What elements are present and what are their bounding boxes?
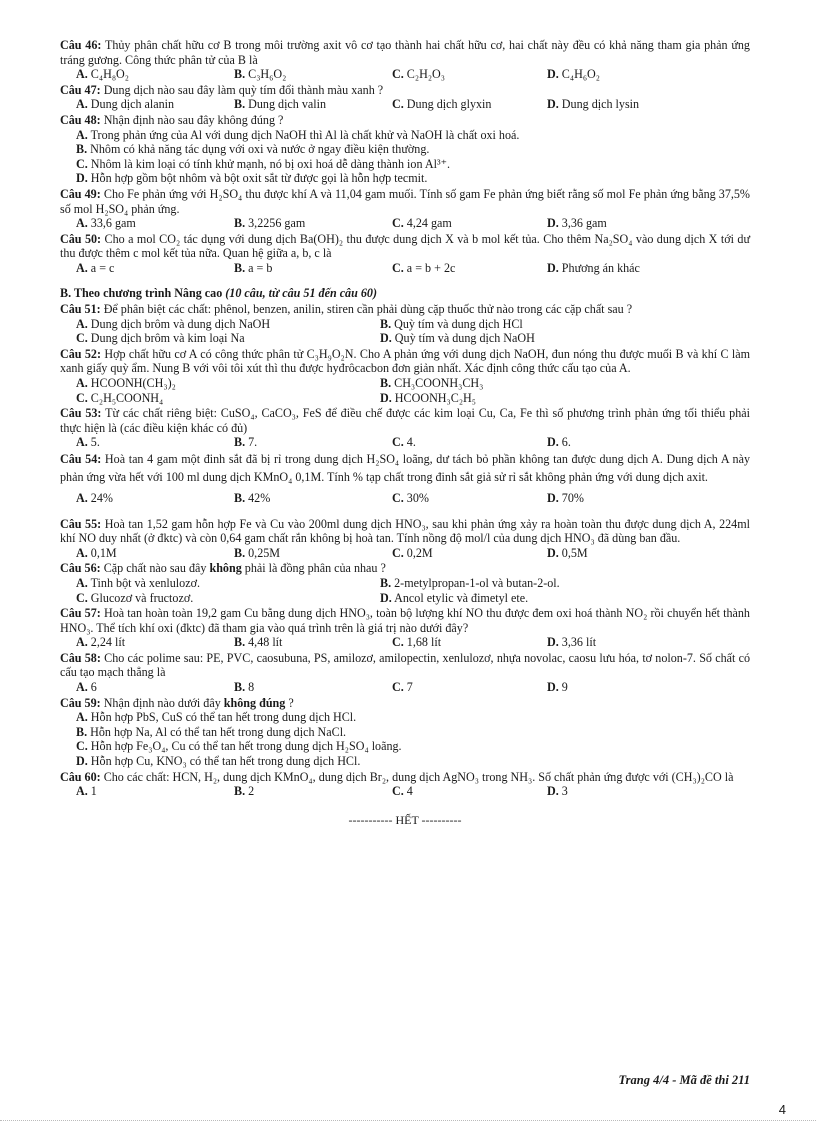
question-label: Câu 53: [60,406,102,421]
option-b: B. 4,48 lít [234,635,283,650]
option-b: B. 2-metylpropan-1-ol và butan-2-ol. [380,575,560,590]
option-d: D. Dung dịch lysin [547,97,640,112]
option-d: D. 9 [547,680,568,695]
option-b: B. 2 [234,784,255,799]
question-label: Câu 52: [60,346,101,361]
option-d: D. 3,36 gam [547,216,607,231]
question-52 [60,347,750,405]
option-a: A. a = c [76,260,115,275]
option-a: A. Trong phản ứng của Al với dung dịch NaOH thì Al là chất khử và NaOH là chất oxi hoá. [76,127,520,142]
question-text: Cho các polime sau: PE, PVC, caosubuna, PS, amilozơ, amilopectin, xenlulozơ, nhựa novolac, caosu lưu hóa, tơ nolon-7. Số chất có cấu tạo mạch thẳng là [60,650,751,680]
option-b: B. Quỳ tím và dung dịch HCl [380,316,523,331]
question-label: Câu 59: [60,695,101,710]
option-b: B. a = b [234,260,273,275]
question-text: Nhận định nào sau đây không đúng ? [103,112,284,127]
question-text: Hoà tan 1,52 gam hỗn hợp Fe và Cu vào 200ml dung dịch HNO₃, sau khi phản ứng xảy ra hoàn toàn thu được dung dịch A, 224ml khí NO duy nhất (ở đktc) và còn 0,64 gam chất rắn không bị hoà tan. Tính nồng độ mol/l của dung dịch HNO₃ đã dùng ban đầu. [60,516,750,546]
option-c: C. Dung dịch brôm và kim loại Na [76,331,245,346]
question-57 [60,606,750,650]
option-a: A. 2,24 lít [76,635,126,650]
option-c: C. Dung dịch glyxin [392,97,492,112]
question-text: Cho Fe phản ứng với H₂SO₄ thu được khí A và 11,04 gam muối. Tính số gam Fe phản ứng biết rằng số mol Fe phản ứng bằng 37,5% số mol H₂SO₄ phản ứng. [60,186,751,216]
question-label: Câu 60: [60,769,101,784]
option-c: C. 1,68 lít [392,635,442,650]
option-c: C. 0,2M [392,545,433,560]
option-a: A. HCOONH(CH₃)₂ [76,376,176,391]
option-a: A. C₄H₈O₂ [76,67,129,82]
question-text: Hoà tan 4 gam một đinh sắt đã bị rỉ trong dung dịch H₂SO₄ loãng, dư tách bỏ phần không tan được dung dịch A. Dung dịch A này phản ứng vừa hết với 100 ml dung dịch KMnO₄ 0,1M. Tính % tạp chất trong đinh sắt giả sử rỉ sắt không phản ứng với dung dịch axit. [60,452,750,484]
question-text: Cho a mol CO₂ tác dụng với dung dịch Ba(OH)₂ thu được dung dịch X và b mol kết tủa. Cho thêm Na₂SO₄ vào dung dịch X tới dư thu được thêm c mol kết tủa nữa. Quan hệ giữa a, b, c là [60,231,750,261]
question-60 [60,770,750,799]
question-53 [60,406,750,450]
option-a: A. 6 [76,680,97,695]
question-58 [60,651,750,695]
question-label: Câu 49: [60,186,101,201]
question-55 [60,517,750,561]
exam-page [60,38,750,827]
option-b: B. CH₃COONH₃CH₃ [380,376,484,391]
option-c: C. a = b + 2c [392,260,456,275]
question-label: Câu 58: [60,650,101,665]
option-a: A. 0,1M [76,545,117,560]
question-label: Câu 46: [60,38,102,52]
option-a: A. 5. [76,435,100,450]
option-c: C. 30% [392,491,429,506]
question-text: Hoà tan hoàn toàn 19,2 gam Cu bằng dung dịch HNO₃, toàn bộ lượng khí NO thu được đem oxi hoá thành NO₂ rồi chuyển hết thành HNO₃. Thể tích khí oxi (đktc) đã tham gia vào quá trình trên là giá trị nào dưới đây? [60,606,750,635]
question-text: Hợp chất hữu cơ A có công thức phân tử C₃H₉O₂N. Cho A phản ứng với dung dịch NaOH, đun nóng thu được muối B và khí C làm xanh giấy quỳ ẩm. Nung B với vôi tôi xút thì thu được hyđrôcacbon đơn giản nhất. Xác định công thức cấu tạo của A. [60,346,751,376]
option-c: C. C₂H₅COONH₄ [76,390,164,405]
question-text: Để phân biệt các chất: phênol, benzen, anilin, stiren cần phải dùng cặp thuốc thử nào trong các cặp chất sau ? [103,302,633,317]
question-51 [60,302,750,346]
option-d: D. Phương án khác [547,260,640,275]
question-label: Câu 51: [60,302,101,317]
question-47 [60,83,750,112]
option-d: D. 3,36 lít [547,635,597,650]
option-d: D. HCOONH₃C₂H₅ [380,390,476,405]
question-59: Câu 59: Nhận định nào dưới đây không đúng ? A. Hỗn hợp PbS, CuS có thể tan hết trong dung dịch HCl. B. Hỗn hợp Na, Al có thể tan hết trong dung dịch NaCl. C. Hỗn hợp Fe₃O₄, Cu có thể tan hết trong dung dịch H₂SO₄ loãng. D. Hỗn hợp Cu, KNO₃ có thể tan hết trong dung dịch HCl. [60,696,750,769]
option-d: D. Quỳ tím và dung dịch NaOH [380,331,535,346]
option-b: B. 7. [234,435,258,450]
option-d: D. 3 [547,784,568,799]
question-label: Câu 56: [60,561,101,576]
question-50 [60,232,750,276]
option-b: B. 0,25M [234,545,281,560]
option-b: B. 3,2256 gam [234,216,306,231]
option-c: C. Nhôm là kim loại có tính khử mạnh, nó bị oxi hoá dễ dàng thành ion Al³⁺. [76,156,450,171]
option-b: B. Dung dịch valin [234,97,327,112]
option-a: A. Tinh bột và xenlulozơ. [76,575,200,590]
option-c: C. 7 [392,680,413,695]
question-48 [60,113,750,186]
question-text: Từ các chất riêng biệt: CuSO₄, CaCO₃, FeS để điều chế được các kim loại Cu, Ca, Fe thì số phương trình phản ứng tối thiểu phải thực hiện là (các điều kiện khác có đủ) [60,406,751,435]
option-a: A. 33,6 gam [76,216,136,231]
option-c: C. Glucozơ và fructozơ. [76,590,194,605]
question-46 [60,38,750,82]
end-marker: ----------- HẾT ---------- [348,812,462,827]
page-number: 4 [778,1102,786,1117]
option-a: A. Dung dịch brôm và dung dịch NaOH [76,316,271,331]
section-heading: B. Theo chương trình Nâng cao (10 câu, từ câu 51 đến câu 60) [60,285,377,300]
question-56: Câu 56: Cặp chất nào sau đây không phải là đồng phân của nhau ? A. Tinh bột và xenlulozơ. B. 2-metylpropan-1-ol và butan-2-ol. C. Glucozơ và fructozơ. D. Ancol etylic và đimetyl ete. [60,561,750,605]
option-d: D. 0,5M [547,545,588,560]
option-b: B. 42% [234,491,271,506]
option-b: B. C₃H₆O₂ [234,67,287,82]
option-a: A. 1 [76,784,97,799]
question-text: Thủy phân chất hữu cơ B trong môi trường axit vô cơ tạo thành hai chất hữu cơ, hai chất này đều có khả năng tham gia phản ứng tráng gương. Công thức phân tử của B là [60,38,750,67]
question-label: Câu 57: [60,606,101,621]
option-d: D. Hỗn hợp Cu, KNO₃ có thể tan hết trong dung dịch HCl. [76,754,361,769]
page-footer: Trang 4/4 - Mã đề thi 211 [618,1073,750,1087]
option-c: C. 4 [392,784,413,799]
option-a: A. Hỗn hợp PbS, CuS có thể tan hết trong dung dịch HCl. [76,710,357,725]
question-49 [60,187,750,231]
question-label: Câu 55: [60,516,102,531]
question-text: Cho các chất: HCN, H₂, dung dịch KMnO₄, dung dịch Br₂, dung dịch AgNO₃ trong NH₃. Số chất phản ứng được với (CH₃)₂CO là [103,769,734,784]
option-a: A. Dung dịch alanin [76,97,175,112]
question-label: Câu 50: [60,231,102,246]
option-d: D. 70% [547,491,584,506]
question-54 [60,451,750,508]
page-divider [0,1120,816,1121]
option-b: B. 8 [234,680,255,695]
option-d: D. C₄H₆O₂ [547,67,600,82]
option-d: D. Hỗn hợp gồm bột nhôm và bột oxit sắt từ được gọi là hỗn hợp tecmit. [76,171,428,186]
question-text: Dung dịch nào sau đây làm quỳ tím đổi thành màu xanh ? [103,82,384,97]
question-label: Câu 54: [60,452,102,467]
option-b: B. Nhôm có khả năng tác dụng với oxi và nước ở ngay điều kiện thường. [76,142,430,157]
option-c: C. 4. [392,435,416,450]
option-a: A. 24% [76,491,113,506]
option-c: C. C₂H₂O₃ [392,67,445,82]
option-d: D. 6. [547,435,571,450]
question-label: Câu 47: [60,82,101,97]
option-c: C. 4,24 gam [392,216,452,231]
option-c: C. Hỗn hợp Fe₃O₄, Cu có thể tan hết trong dung dịch H₂SO₄ loãng. [76,739,402,754]
option-b: B. Hỗn hợp Na, Al có thể tan hết trong dung dịch NaCl. [76,724,347,739]
option-d: D. Ancol etylic và đimetyl ete. [380,590,529,605]
question-label: Câu 48: [60,112,101,127]
